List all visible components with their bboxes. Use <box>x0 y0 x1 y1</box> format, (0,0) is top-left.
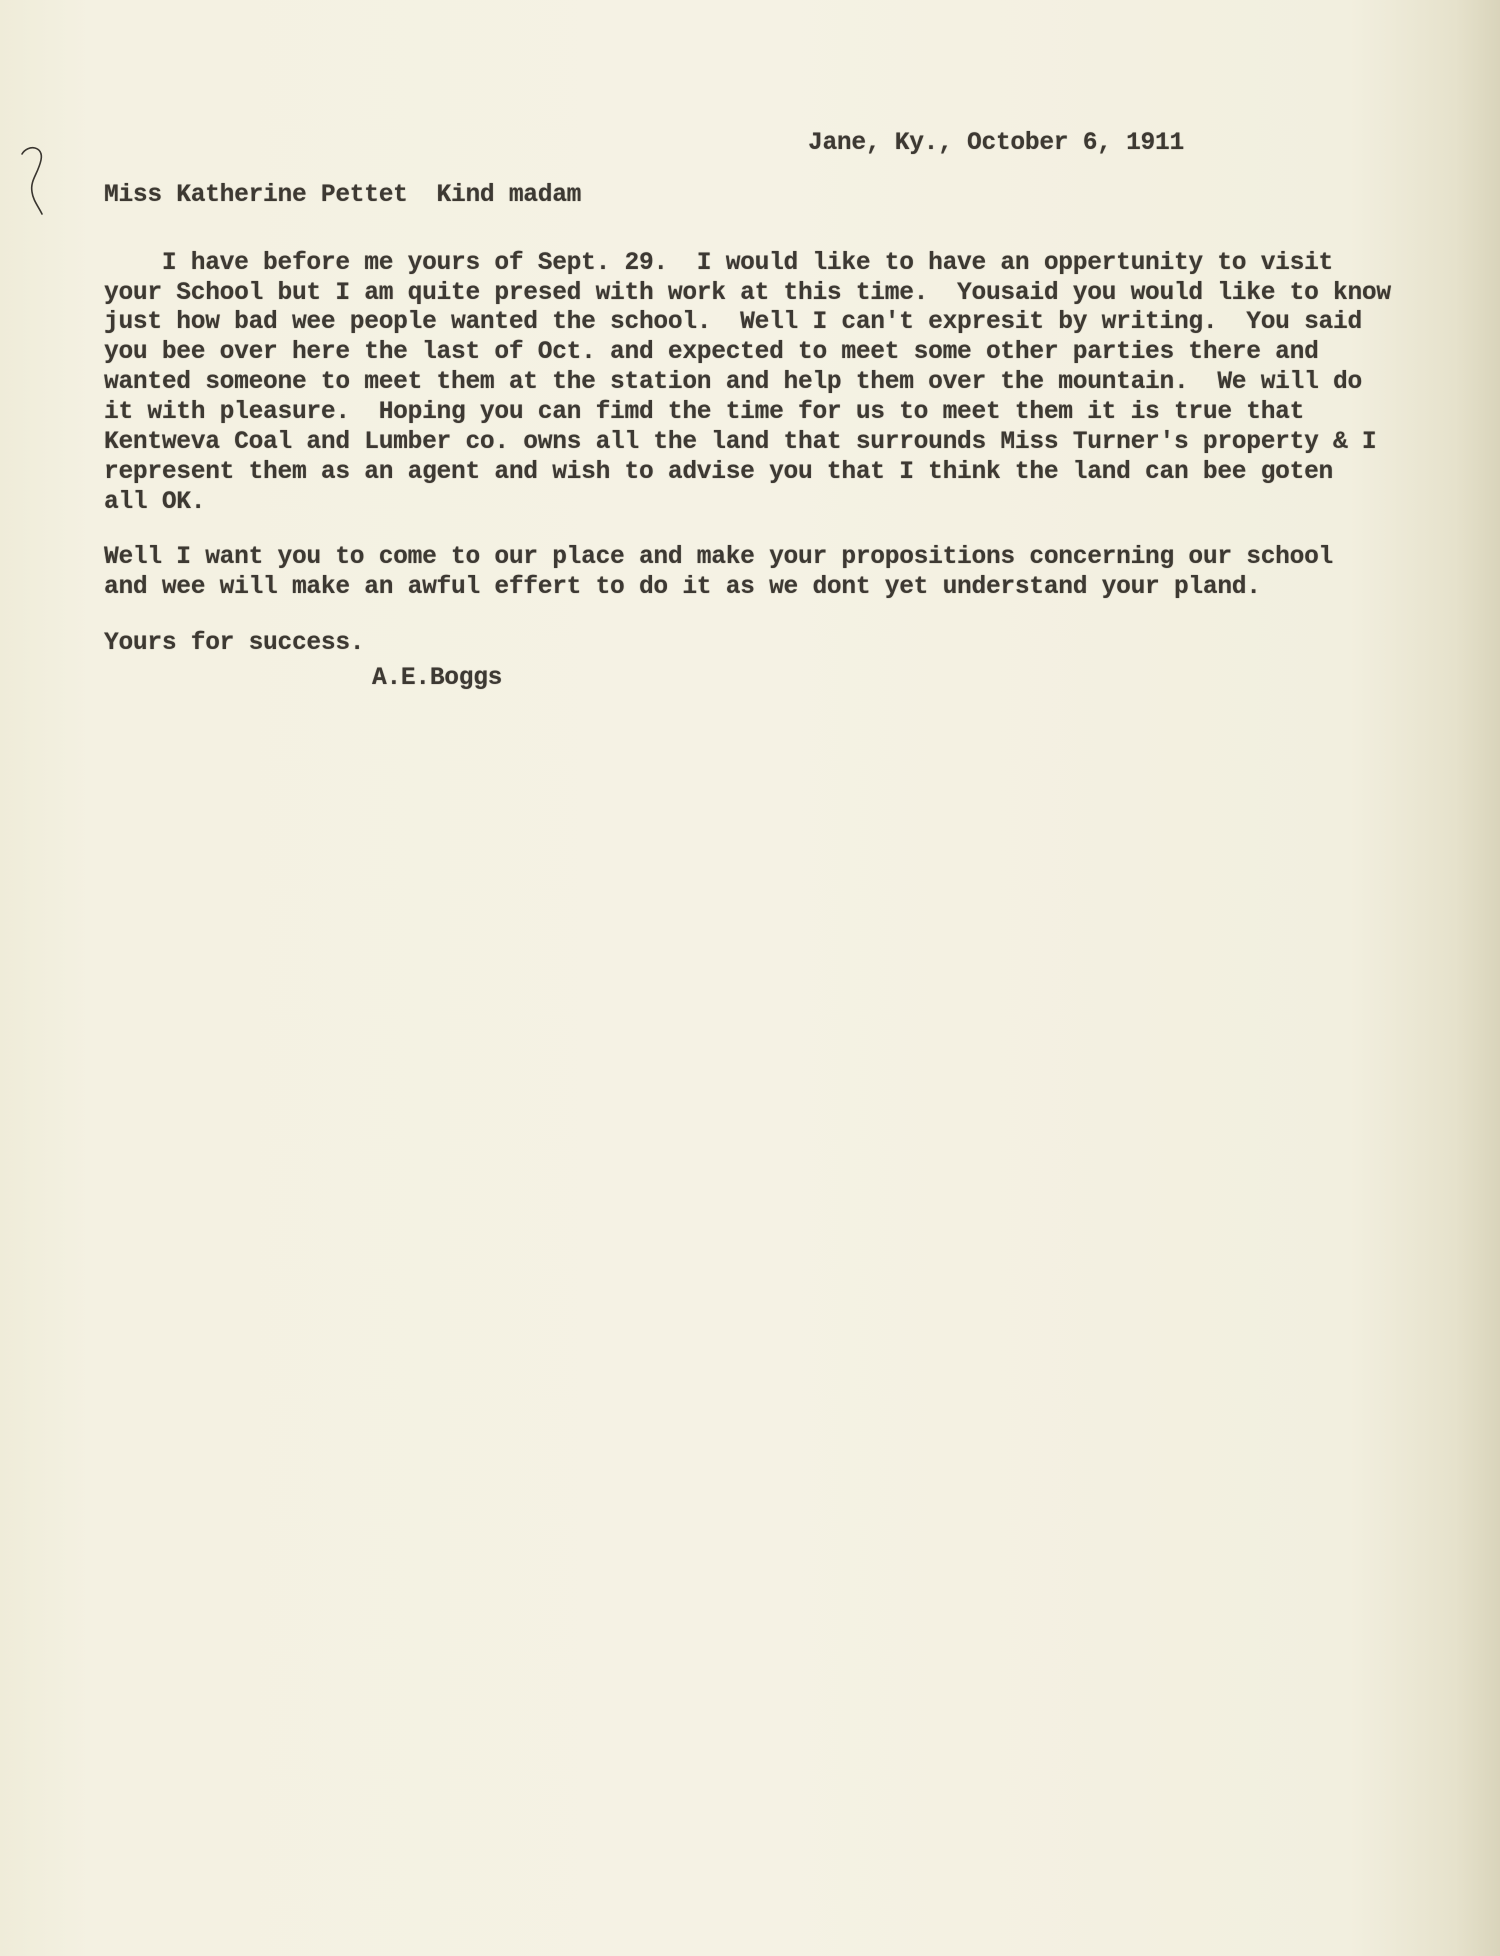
paragraph-line: Well I want you to come to our place and make your propositions concerning our school <box>104 544 1333 571</box>
handwritten-question-mark <box>14 140 64 230</box>
paragraph-line: your School but I am quite presed with work at this time. Yousaid you would like to know <box>104 280 1391 307</box>
signature: A.E.Boggs <box>372 665 503 692</box>
salutation: Miss Katherine Pettet Kind madam <box>104 182 582 209</box>
paragraph-line: all OK. <box>104 489 206 516</box>
paragraph-line: I have before me yours of Sept. 29. I would like to have an oppertunity to visit <box>104 250 1333 277</box>
paragraph-line: you bee over here the last of Oct. and expected to meet some other parties there and <box>104 339 1319 366</box>
dateline: Jane, Ky., October 6, 1911 <box>808 130 1184 157</box>
paragraph-line: and wee will make an awful effert to do it as we dont yet understand your pland. <box>104 574 1261 601</box>
paragraph-line: wanted someone to meet them at the station and help them over the mountain. We will do <box>104 369 1362 396</box>
paragraph-line: Kentweva Coal and Lumber co. owns all the land that surrounds Miss Turner's property & I <box>104 429 1377 456</box>
closing: Yours for success. <box>104 630 365 657</box>
paragraph-line: just how bad wee people wanted the school. Well I can't expresit by writing. You said <box>104 309 1362 336</box>
paragraph-line: it with pleasure. Hoping you can fimd the time for us to meet them it is true that <box>104 399 1305 426</box>
paragraph-line: represent them as an agent and wish to advise you that I think the land can bee goten <box>104 459 1333 486</box>
